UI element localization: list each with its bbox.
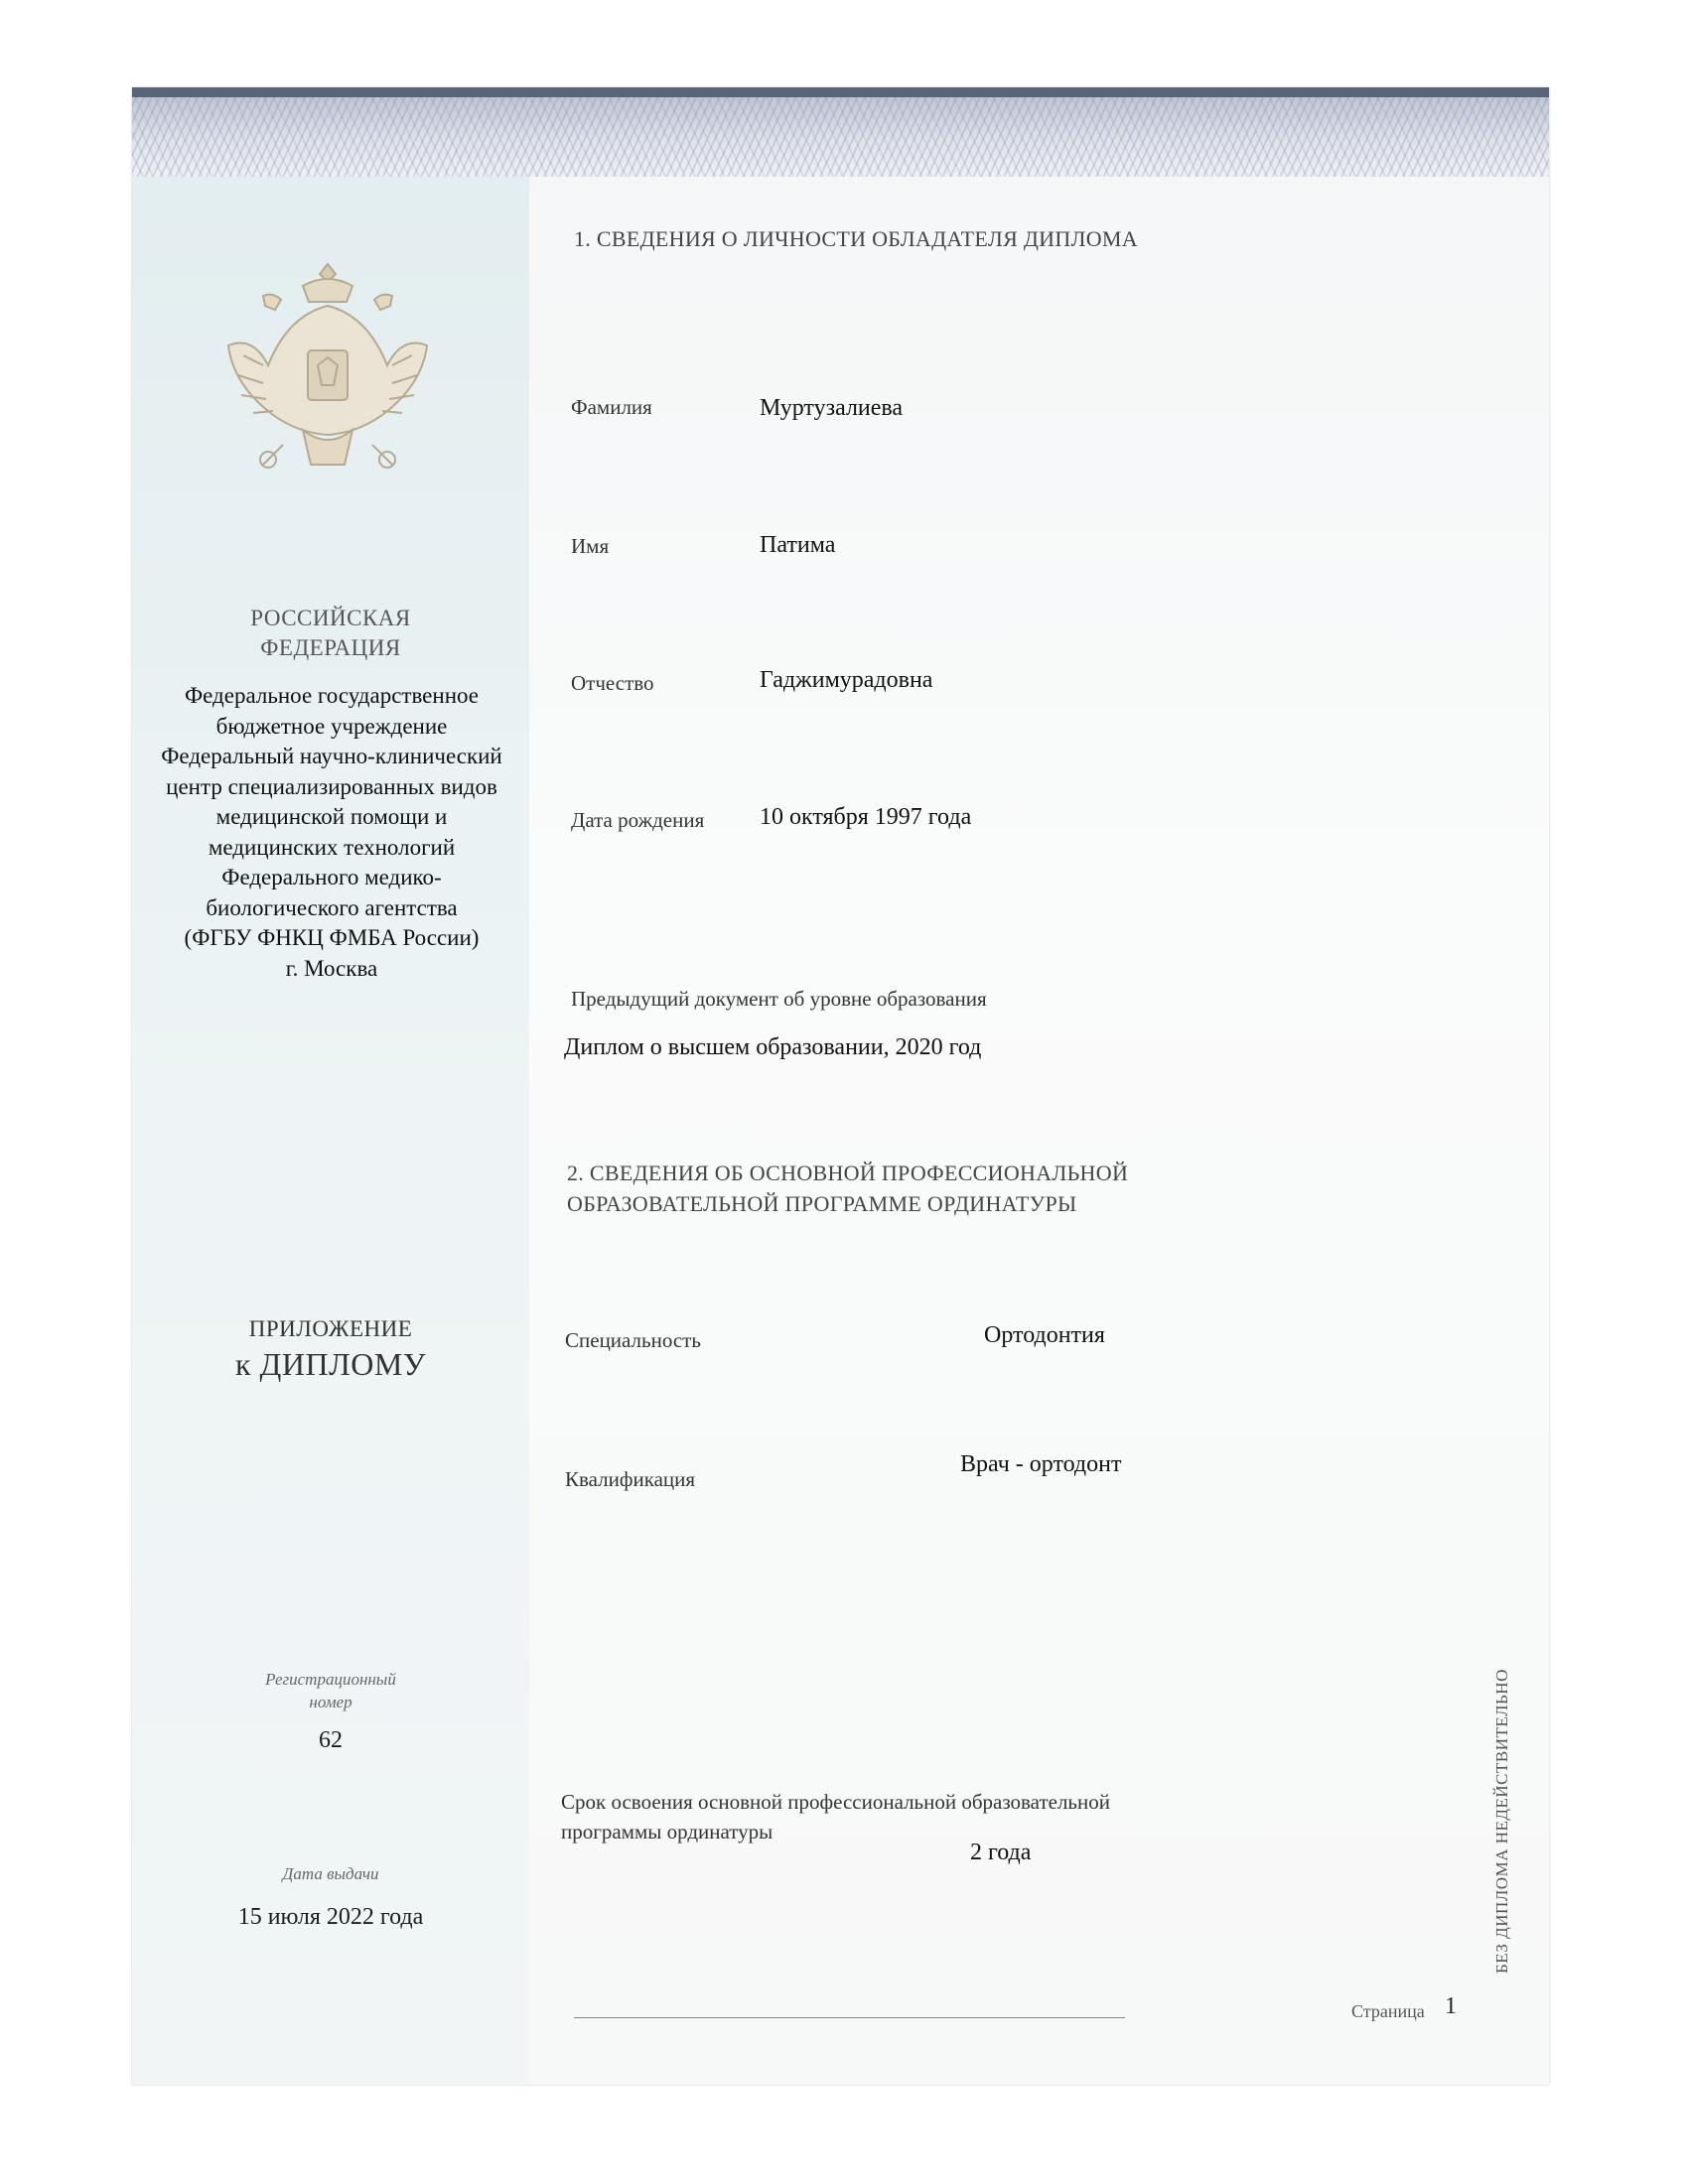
name-value: Патима (760, 532, 836, 558)
guilloche-border (132, 87, 1549, 177)
page-label: Страница (1351, 2001, 1425, 2021)
page-number: 1 (1445, 1993, 1457, 2019)
org-line: медицинских технологий (208, 834, 456, 860)
section-2-title (567, 1158, 1128, 1219)
reg-label-line-1: Регистрационный (265, 1670, 396, 1689)
org-line: бюджетное учреждение (215, 713, 448, 739)
program-term-label-line-1: Срок освоения основной профессиональной образовательной (561, 1790, 1110, 1814)
section-2-title-line-2: ОБРАЗОВАТЕЛЬНОЙ ПРОГРАММЕ ОРДИНАТУРЫ (567, 1191, 1077, 1216)
specialty-label: Специальность (565, 1328, 701, 1352)
org-line: биологического агентства (206, 894, 458, 920)
country-title (202, 604, 460, 663)
org-line: г. Москва (285, 955, 378, 981)
org-line: Федеральное государственное (184, 683, 479, 708)
section-1-title: 1. СВЕДЕНИЯ О ЛИЧНОСТИ ОБЛАДАТЕЛЯ ДИПЛОМА (574, 226, 1138, 251)
name-label: Имя (571, 534, 610, 558)
previous-document-label: Предыдущий документ об уровне образования (571, 987, 987, 1011)
org-line: центр специализированных видов (166, 773, 497, 799)
org-line: медицинской помощи и (215, 804, 448, 829)
appendix-heading: ПРИЛОЖЕНИЕ (248, 1316, 413, 1341)
birth-date-value: 10 октября 1997 года (760, 804, 972, 830)
coat-of-arms-emblem (223, 256, 432, 484)
issue-date: 15 июля 2022 года (237, 1904, 424, 1930)
previous-document-value: Диплом о высшем образовании, 2020 год (564, 1034, 982, 1060)
appendix-subheading: к ДИПЛОМУ (234, 1346, 426, 1382)
surname-label: Фамилия (571, 395, 652, 419)
signature-line (574, 2017, 1125, 2018)
reg-label-line-2: номер (309, 1693, 352, 1711)
registration-number: 62 (319, 1727, 343, 1753)
org-line: (ФГБУ ФНКЦ ФМБА России) (184, 925, 480, 950)
program-term-value: 2 года (970, 1840, 1032, 1865)
program-term-label-line-2: программы ординатуры (561, 1820, 774, 1843)
country-line-2: ФЕДЕРАЦИЯ (260, 635, 401, 660)
qualification-value: Врач - ортодонт (960, 1451, 1122, 1477)
diploma-appendix-sheet (132, 87, 1549, 2085)
birth-date-label: Дата рождения (571, 808, 705, 832)
org-line: Федеральный научно-клинический (161, 744, 502, 768)
issue-date-label: Дата выдачи (282, 1864, 379, 1883)
section-2-title-line-1: 2. СВЕДЕНИЯ ОБ ОСНОВНОЙ ПРОФЕССИОНАЛЬНОЙ (567, 1160, 1129, 1185)
registration-number-label (231, 1668, 430, 1713)
patronymic-label: Отчество (571, 671, 654, 695)
validity-side-note: БЕЗ ДИПЛОМА НЕДЕЙСТВИТЕЛЬНО (1492, 1669, 1511, 1974)
qualification-label: Квалификация (565, 1467, 696, 1491)
patronymic-value: Гаджимурадовна (760, 667, 933, 693)
organization-name (140, 681, 523, 984)
surname-value: Муртузалиева (760, 395, 904, 421)
org-line: Федерального медико- (221, 865, 442, 889)
country-line-1: РОССИЙСКАЯ (250, 606, 411, 630)
specialty-value: Ортодонтия (984, 1322, 1105, 1348)
program-term-label (561, 1787, 1110, 1846)
